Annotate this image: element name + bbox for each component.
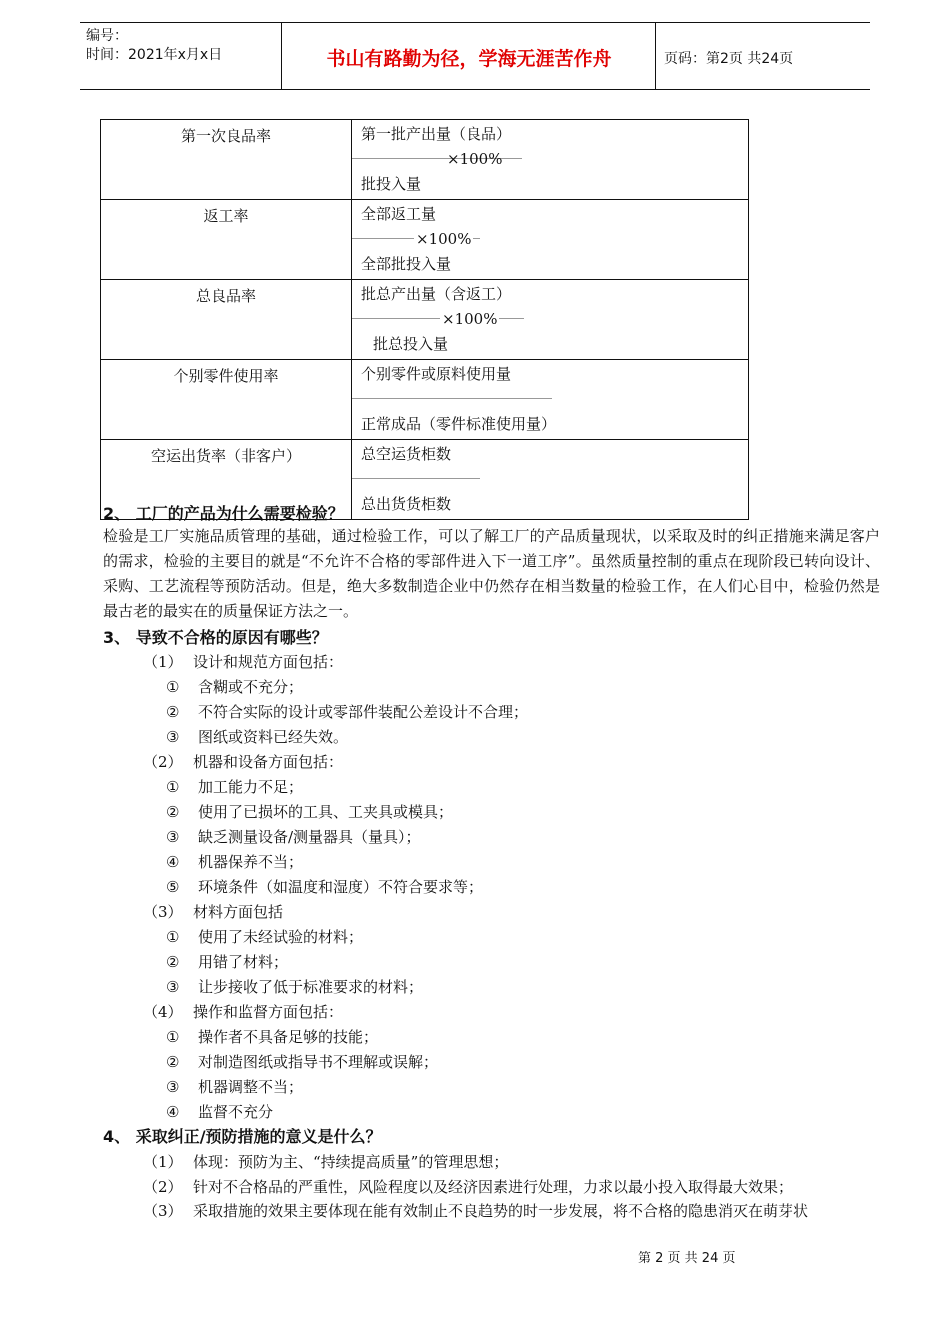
list-item <box>143 1176 793 1197</box>
list-item <box>166 1076 303 1097</box>
ratio-table <box>100 119 749 520</box>
circled-number: ② <box>166 953 180 971</box>
fraction-rule <box>352 478 480 479</box>
circled-number: ① <box>166 678 180 696</box>
group-title: 机器和设备方面包括： <box>193 753 344 771</box>
circled-number: ③ <box>166 728 180 746</box>
formula-numerator: 全部返工量 <box>361 205 437 223</box>
formula-numerator: 总空运货柜数 <box>361 445 452 463</box>
section-3-heading: 3、 导致不合格的原因有哪些？ <box>103 628 328 647</box>
list-item <box>166 1101 273 1122</box>
circled-number: ④ <box>166 853 180 871</box>
cause-group-title <box>143 651 343 672</box>
page-footer: 第 2 页 共 24 页 <box>638 1251 736 1266</box>
circled-number: ③ <box>166 828 180 846</box>
ratio-name: 个别零件使用率 <box>101 360 352 440</box>
circled-number: ① <box>166 778 180 796</box>
circled-number: ② <box>166 703 180 721</box>
formula-numerator: 个别零件或原料使用量 <box>361 365 512 383</box>
formula-denominator: 批投入量 <box>361 175 422 193</box>
item-text: 针对不合格品的严重性，风险程度以及经济因素进行处理，力求以最小投入取得最大效果； <box>193 1178 794 1196</box>
group-title: 材料方面包括 <box>193 903 284 921</box>
item-number: （2） <box>143 1178 183 1196</box>
circled-number: ⑤ <box>166 878 180 896</box>
group-title: 操作和监督方面包括： <box>193 1003 344 1021</box>
list-item <box>166 801 453 822</box>
list-item <box>166 676 303 697</box>
ratio-name: 总良品率 <box>101 280 352 360</box>
time-label: 时间：2021年x月x日 <box>86 47 223 63</box>
list-item <box>143 1151 508 1172</box>
item-text: 不符合实际的设计或零部件装配公差设计不合理； <box>198 703 529 721</box>
item-text: 监督不充分 <box>198 1103 274 1121</box>
ratio-formula <box>352 440 749 520</box>
header-divider-right <box>655 23 656 89</box>
ratio-name: 返工率 <box>101 200 352 280</box>
table-row <box>101 200 749 280</box>
item-text: 体现：预防为主、“持续提高质量”的管理思想； <box>193 1153 509 1171</box>
table-row <box>101 120 749 200</box>
cause-group-title <box>143 901 283 922</box>
ratio-formula <box>352 360 749 440</box>
fraction-rule <box>352 398 552 399</box>
item-text: 让步接收了低于标准要求的材料； <box>198 978 424 996</box>
circled-number: ② <box>166 1053 180 1071</box>
table-row <box>101 280 749 360</box>
item-text: 操作者不具备足够的技能； <box>198 1028 379 1046</box>
list-item <box>143 1200 808 1221</box>
cause-group-title <box>143 751 343 772</box>
item-text: 加工能力不足； <box>198 778 304 796</box>
item-text: 使用了已损坏的工具、工夹具或模具； <box>198 803 454 821</box>
item-text: 含糊或不充分； <box>198 678 304 696</box>
list-item <box>166 851 303 872</box>
circled-number: ③ <box>166 1078 180 1096</box>
list-item <box>166 701 528 722</box>
section-2-heading: 2、 工厂的产品为什么需要检验？ <box>103 504 344 523</box>
ratio-name: 空运出货率（非客户） <box>101 440 352 520</box>
item-text: 缺乏测量设备/测量器具（量具）； <box>198 828 421 846</box>
group-number: （3） <box>143 903 183 921</box>
table-row <box>101 360 749 440</box>
formula-denominator: 全部批投入量 <box>361 255 452 273</box>
item-number: （1） <box>143 1153 183 1171</box>
header-bottom-rule <box>80 89 870 90</box>
formula-denominator: 正常成品（零件标准使用量） <box>361 415 557 433</box>
group-title: 设计和规范方面包括： <box>193 653 344 671</box>
section-4-heading: 4、 采取纠正/预防措施的意义是什么？ <box>103 1127 382 1146</box>
formula-denominator: 总出货货柜数 <box>361 495 452 513</box>
item-text: 图纸或资料已经失效。 <box>198 728 349 746</box>
item-text: 机器保养不当； <box>198 853 304 871</box>
item-text: 环境条件（如温度和湿度）不符合要求等； <box>198 878 484 896</box>
cause-group-title <box>143 1001 343 1022</box>
group-number: （1） <box>143 653 183 671</box>
list-item <box>166 776 303 797</box>
list-item <box>166 926 363 947</box>
ratio-formula <box>352 280 749 360</box>
header-divider-left <box>281 23 282 89</box>
serial-label: 编号： <box>86 28 128 44</box>
formula-numerator: 第一批产出量（良品） <box>361 125 512 143</box>
header-top-rule <box>80 22 870 23</box>
section-2-paragraph: 检验是工厂实施品质管理的基础，通过检验工作，可以了解工厂的产品质量现状，以采取及时的纠正措施来满足客户的需求，检验的主要目的就是“不允许不合格的零部件进入下一道工序”。虽然质量控制的重点在现阶段已转向设计、采购、工艺流程等预防活动。但是，绝大多数制造企业中仍然存在相当数量的检验工作，在人们心目中，检验仍然是最古老的最实在的质量保证方法之一。 <box>103 527 880 620</box>
list-item <box>166 876 483 897</box>
list-item <box>166 976 423 997</box>
list-item <box>166 826 421 847</box>
header-motto: 书山有路勤为径，学海无涯苦作舟 <box>326 48 612 70</box>
item-text: 采取措施的效果主要体现在能有效制止不良趋势的时一步发展，将不合格的隐患消灭在萌芽状 <box>193 1202 809 1220</box>
circled-number: ① <box>166 928 180 946</box>
item-number: （3） <box>143 1202 183 1220</box>
formula-multiplier: ×100% <box>442 310 498 328</box>
header-meta <box>86 27 222 65</box>
formula-multiplier: ×100% <box>416 230 472 248</box>
list-item <box>166 1026 378 1047</box>
item-text: 使用了未经试验的材料； <box>198 928 364 946</box>
header-page-info: 页码：第2页 共24页 <box>664 51 794 67</box>
ratio-formula <box>352 200 749 280</box>
formula-denominator: 批总投入量 <box>373 335 449 353</box>
item-text: 用错了材料； <box>198 953 289 971</box>
item-text: 机器调整不当； <box>198 1078 304 1096</box>
circled-number: ② <box>166 803 180 821</box>
formula-multiplier: ×100% <box>447 150 503 168</box>
ratio-name: 第一次良品率 <box>101 120 352 200</box>
group-number: （2） <box>143 753 183 771</box>
item-text: 对制造图纸或指导书不理解或误解； <box>198 1053 439 1071</box>
circled-number: ① <box>166 1028 180 1046</box>
formula-numerator: 批总产出量（含返工） <box>361 285 512 303</box>
list-item <box>166 951 288 972</box>
circled-number: ④ <box>166 1103 180 1121</box>
list-item <box>166 1051 438 1072</box>
ratio-formula <box>352 120 749 200</box>
list-item <box>166 726 348 747</box>
group-number: （4） <box>143 1003 183 1021</box>
circled-number: ③ <box>166 978 180 996</box>
